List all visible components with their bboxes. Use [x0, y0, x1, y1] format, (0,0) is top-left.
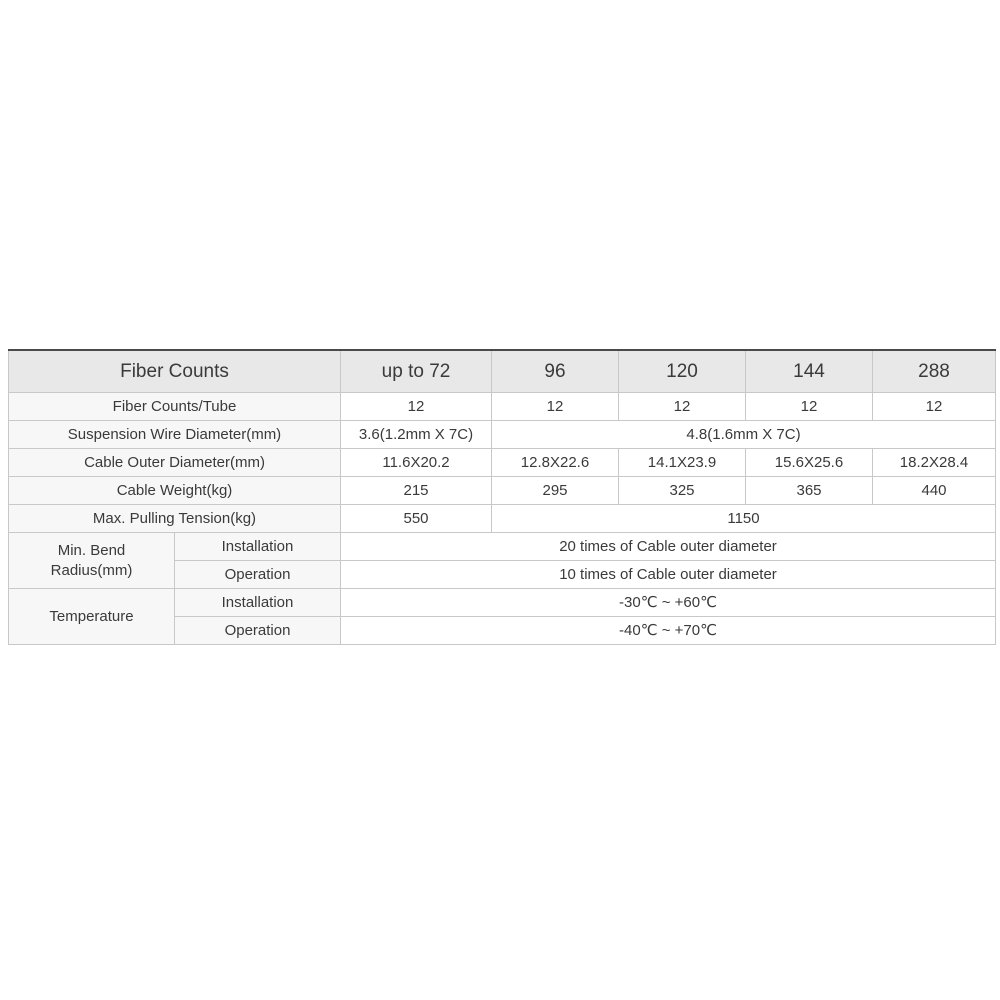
table-cell: 325 — [619, 477, 746, 505]
header-col-288: 288 — [873, 350, 996, 393]
table-cell: 295 — [492, 477, 619, 505]
header-col-up-to-72: up to 72 — [341, 350, 492, 393]
row-label-fiber-counts-tube: Fiber Counts/Tube — [9, 393, 341, 421]
table-cell: -30℃ ~ +60℃ — [341, 589, 996, 617]
table-cell: 1150 — [492, 505, 996, 533]
table-cell: 12 — [746, 393, 873, 421]
header-fiber-counts: Fiber Counts — [9, 350, 341, 393]
sub-label-installation: Installation — [175, 533, 341, 561]
table-cell: 10 times of Cable outer diameter — [341, 561, 996, 589]
table-header-row — [9, 350, 996, 393]
sub-label-operation: Operation — [175, 617, 341, 645]
table-cell: 12 — [873, 393, 996, 421]
row-label-outer-diameter: Cable Outer Diameter(mm) — [9, 449, 341, 477]
table-row — [9, 477, 996, 505]
table-cell: 11.6X20.2 — [341, 449, 492, 477]
table-cell: 215 — [341, 477, 492, 505]
table-row — [9, 505, 996, 533]
bend-radius-label-line1: Min. Bend — [57, 542, 126, 559]
table-row — [9, 449, 996, 477]
table-cell: 12 — [619, 393, 746, 421]
table-row — [9, 421, 996, 449]
table-cell: 12 — [341, 393, 492, 421]
table-cell: 550 — [341, 505, 492, 533]
row-label-suspension-wire: Suspension Wire Diameter(mm) — [9, 421, 341, 449]
row-label-temperature: Temperature — [9, 589, 175, 645]
table-cell: 12 — [492, 393, 619, 421]
row-label-cable-weight: Cable Weight(kg) — [9, 477, 341, 505]
table-cell: 3.6(1.2mm X 7C) — [341, 421, 492, 449]
header-col-144: 144 — [746, 350, 873, 393]
row-label-pulling-tension: Max. Pulling Tension(kg) — [9, 505, 341, 533]
table-row — [9, 393, 996, 421]
table-cell: 20 times of Cable outer diameter — [341, 533, 996, 561]
bend-radius-label-line2: Radius(mm) — [50, 561, 133, 579]
cable-spec-table — [8, 349, 996, 645]
table-cell: 440 — [873, 477, 996, 505]
header-col-96: 96 — [492, 350, 619, 393]
sub-label-operation: Operation — [175, 561, 341, 589]
table-row — [9, 533, 996, 561]
table-cell: 15.6X25.6 — [746, 449, 873, 477]
table-cell: 4.8(1.6mm X 7C) — [492, 421, 996, 449]
table-cell: 365 — [746, 477, 873, 505]
table-cell: -40℃ ~ +70℃ — [341, 617, 996, 645]
table-cell: 14.1X23.9 — [619, 449, 746, 477]
row-label-min-bend-radius — [9, 533, 175, 589]
table-cell: 12.8X22.6 — [492, 449, 619, 477]
sub-label-installation: Installation — [175, 589, 341, 617]
table-row — [9, 589, 996, 617]
header-col-120: 120 — [619, 350, 746, 393]
table-cell: 18.2X28.4 — [873, 449, 996, 477]
